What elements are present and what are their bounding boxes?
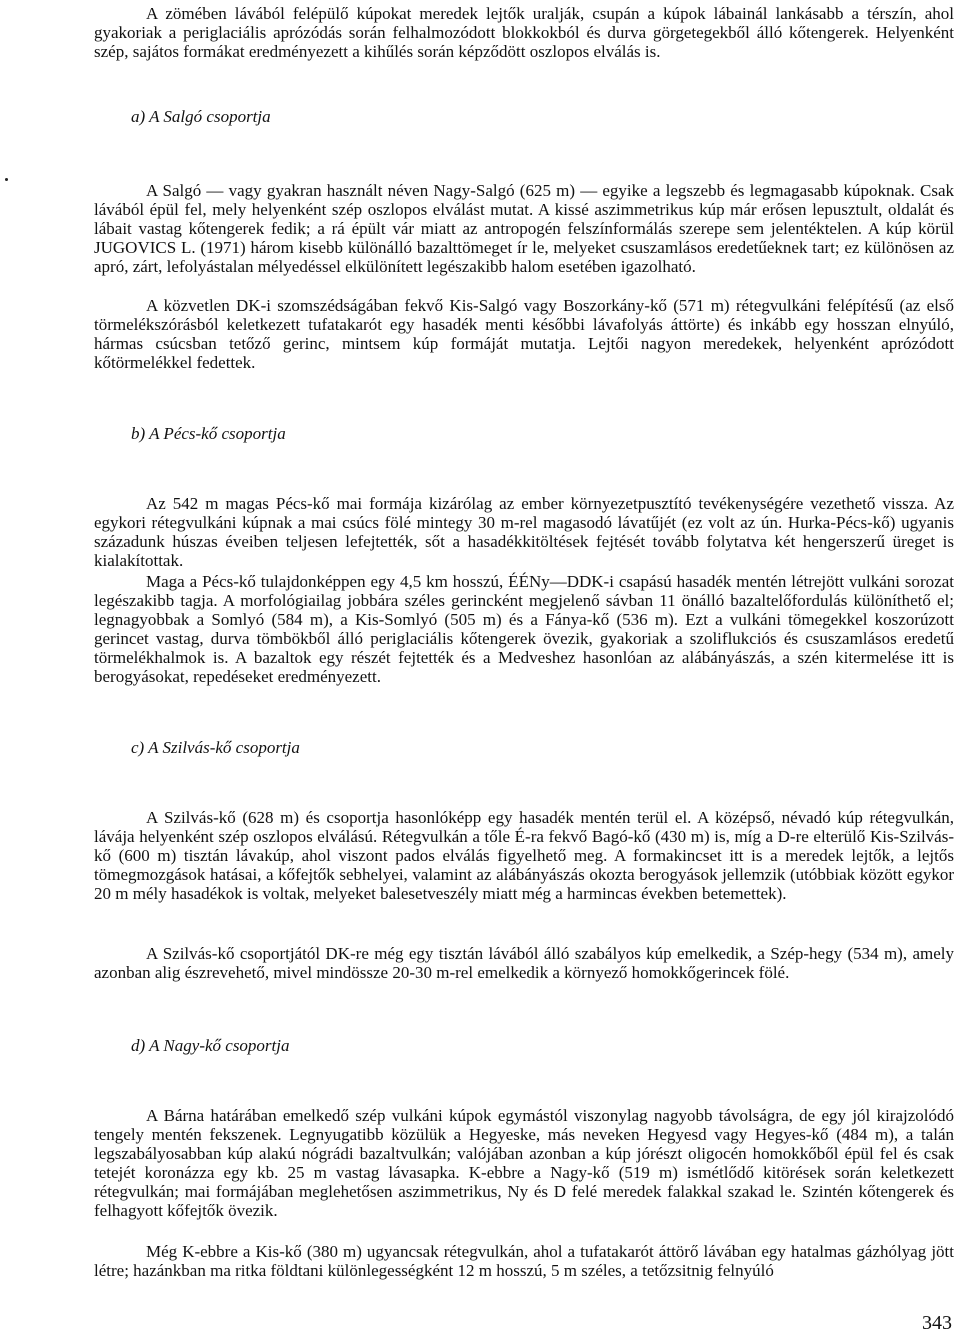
section-c-paragraph-1: A Szilvás-kő (628 m) és csoportja hasonlóképp egy hasadék mentén terül el. A középső, névadó kúp rétegvulkán, lávája helyenként szép oszlopos elválású. Rétegvulkán a tőle É-ra fekvő Bagó-kő (430 m) is, míg a D-re elterülő Kis-Szilvás-kő (600 m) tisztán lávakúp, ahol viszont pados elválás figyelhető meg. A formakincset itt is a meredek lejtők, a lejtős tömegmozgások hatásai, a kőfejtők sebhelyei, valamint az alábányászás okozta berogyások jellemzik (utóbbiak között egykor 20 m mély hasadékok is voltak, melyeket balesetveszély miatt még a harmincas években betemettek).: [94, 808, 954, 903]
section-a-paragraph-2: A közvetlen DK-i szomszédságában fekvő Kis-Salgó vagy Boszorkány-kő (571 m) rétegvulkáni felépítésű (az első törmelékszórásból keletkezett tufatakarót egy hasadék menti későbbi lávafolyás áttörte) és inkább egy hosszan elnyúló, hármas csúcsban tetőző gerinc, mintsem kúp formáját mutatja. Lejtői nagyon meredekek, helyenként aprózódott kőtörmelékkel fedettek.: [94, 296, 954, 372]
section-heading-b: b) A Pécs-kő csoportja: [131, 424, 286, 443]
section-heading-d: d) A Nagy-kő csoportja: [131, 1036, 290, 1055]
page-number: 343: [922, 1312, 952, 1334]
section-c-paragraph-2: A Szilvás-kő csoportjától DK-re még egy tisztán lávából álló szabályos kúp emelkedik, a Szép-hegy (534 m), amely azonban alig észrevehető, mivel mindössze 20-30 m-rel emelkedik a környező homokkőgerincek fölé.: [94, 944, 954, 982]
section-d-paragraph-2: Még K-ebbre a Kis-kő (380 m) ugyancsak rétegvulkán, ahol a tufatakarót áttörő lávában egy hatalmas gázhólyag jött létre; hazánkban ma ritka földtani különlegességként 12 m hosszú, 5 m széles, a tetőzsitnig felnyúló: [94, 1242, 954, 1280]
section-b-paragraph-1: Az 542 m magas Pécs-kő mai formája kizárólag az ember környezetpusztító tevékenységére vezethető vissza. Az egykori rétegvulkáni kúpnak a mai csúcs fölé mintegy 30 m-rel magasodó lávatűjét (ez volt az ún. Hurka-Pécs-kő) ugyanis századunk húszas éveiben teljesen lefejtették, sőt a hasadékkitöltések fejtését tovább folytatva két hengerszerű üreget is kialakítottak.: [94, 494, 954, 570]
intro-text: A zömében lávából felépülő kúpokat meredek lejtők uralják, csupán a kúpok lábainál lankásabb a térszín, ahol gyakoriak a periglaciális aprózódás során felhalmozódott blokkokból és durva görgetegekből álló kőtengerek. Helyenként szép, sajátos formákat eredményezett a kihűlés során képződött oszlopos elválás is.: [94, 4, 954, 61]
section-heading-a: a) A Salgó csoportja: [131, 107, 271, 126]
section-b-paragraph-2: Maga a Pécs-kő tulajdonképpen egy 4,5 km hosszú, ÉÉNy—DDK-i csapású hasadék mentén létrejött vulkáni sorozat legészakibb tagja. A morfológiailag jobbára széles gerincként megjelenő sávban 11 önálló bazaltelőfordulás különíthető el; legnagyobbak a Somlyó (584 m), a Kis-Somlyó (505 m) és a Fánya-kő (536 m). Ezt a vulkáni tömegekkel koszorúzott gerincet vastag, durva tömbökből álló periglaciális kőtengerek övezik, gyakoriak a szoliflukciós és csuszamlásos eredetű törmelékhalmok is. A bazaltok egy részét fejtették és a Medveshez hasonlóan az alábányászás, a szén kitermelése itt is berogyásokat, repedéseket eredményezett.: [94, 572, 954, 686]
scan-speck: [5, 178, 8, 181]
section-a-paragraph-1: A Salgó — vagy gyakran használt néven Nagy-Salgó (625 m) — egyike a legszebb és legmagasabb kúpoknak. Csak lávából épül fel, mely helyenként szép oszlopos elválást mutat. A kissé aszimmetrikus kúp már erősen lepusztult, oldalát és lábait vastag kőtengerek fedik; a rá épült vár miatt az antropogén felszínformálás szerepe sem jelentéktelen. A kúp körül JUGOVICS L. (1971) három kisebb különálló bazalttömeget ír le, melyeket csuszamlásos eredetűeknek tart; ez különösen az apró, zárt, lefolyástalan mélyedéssel elkülönített legészakibb halom esetében igazolható.: [94, 181, 954, 276]
section-heading-c: c) A Szilvás-kő csoportja: [131, 738, 300, 757]
section-d-paragraph-1: A Bárna határában emelkedő szép vulkáni kúpok egymástól viszonylag nagyobb távolságra, de egy jól kirajzolódó tengely mentén fekszenek. Legnyugatibb közülük a Hegyeske, más neveken Hegyesd vagy Hegyes-kő (484 m), a talán legszabályosabban kúp alakú nógrádi bazaltvulkán; valójában azonban a kúp jórészt oligocén homokkőből épül fel és csak tetejét koronázza egy kb. 25 m vastag lávasapka. K-ebbre a Nagy-kő (519 m) ismétlődő kitörések során keletkezett rétegvulkán; mai formájában meglehetősen aszimmetrikus, Ny és D felé meredek falakkal szakad le. Szintén kőtengerek és felhagyott kőfejtők övezik.: [94, 1106, 954, 1220]
intro-paragraph: [94, 4, 954, 61]
